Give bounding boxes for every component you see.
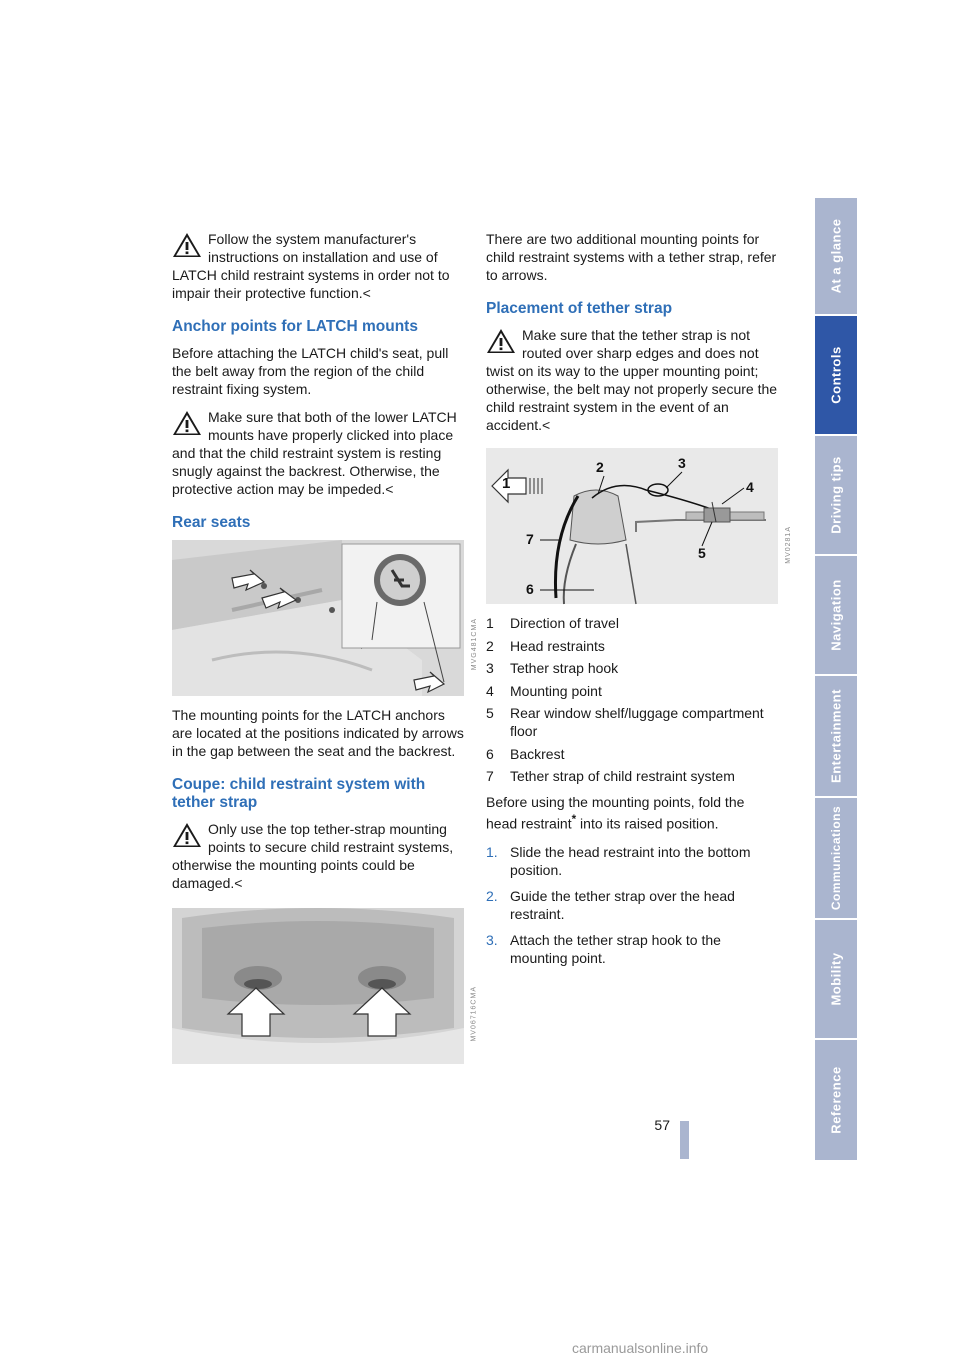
right-column: [486, 230, 792, 975]
step-text: Attach the tether strap hook to the mounting point.: [510, 931, 721, 966]
legend-item: [486, 682, 778, 700]
legend-item: [486, 614, 778, 632]
step-text: Slide the head restraint into the bottom position.: [510, 843, 751, 878]
tab-label: At a glance: [828, 218, 844, 294]
step-number: 3.: [486, 931, 498, 948]
tab-reference[interactable]: [815, 1040, 857, 1160]
warning-note: [172, 230, 464, 302]
step-item: [486, 843, 778, 879]
tab-label: Controls: [828, 346, 844, 404]
warning-triangle-icon: [486, 328, 516, 354]
section-heading: Coupe: child restraint system with tether strap: [172, 776, 426, 811]
text-span: into its raised position.: [576, 815, 719, 832]
legend-item: [486, 637, 778, 655]
tab-communications[interactable]: [815, 798, 857, 918]
warning-triangle-icon: [172, 232, 202, 258]
tab-driving-tips[interactable]: [815, 436, 857, 554]
warning-note: [172, 820, 464, 892]
tether-strap-diagram: [486, 448, 792, 604]
warning-text: Make sure that the tether strap is not routed over sharp edges and does not twist on its way to the upper mounting point; otherwise, the belt may not properly secure the child restraint system in the event of an accident.<: [486, 327, 778, 433]
coupe-rear-illustration: [172, 908, 464, 1064]
legend-number: 1: [486, 615, 494, 631]
warning-triangle-icon: [172, 410, 202, 436]
warning-text: Make sure that both of the lower LATCH mounts have properly clicked into place and that the child restraint system is resting snugly against the backrest. Otherwise, the protective action may be impeded.<: [172, 409, 457, 497]
tab-label: Communications: [829, 805, 843, 911]
diagram-label: 2: [596, 459, 604, 475]
paragraph: Before attaching the LATCH child's seat, pull the belt away from the region of the child restraint fixing system.: [172, 345, 449, 397]
legend-text: Mounting point: [510, 682, 602, 699]
section-heading: Anchor points for LATCH mounts: [172, 318, 418, 335]
diagram-label: 5: [698, 545, 706, 561]
legend-text: Head restraints: [510, 637, 605, 654]
tab-label: Mobility: [828, 952, 844, 1006]
tab-entertainment[interactable]: [815, 676, 857, 796]
step-list: [486, 843, 778, 967]
legend-item: [486, 704, 778, 740]
diagram-label: 3: [678, 455, 686, 471]
figure-code: MV0281A: [785, 526, 792, 564]
diagram-label: 1: [502, 475, 511, 492]
legend-number: 6: [486, 745, 494, 762]
section-heading: Placement of tether strap: [486, 300, 673, 317]
warning-triangle-icon: [172, 822, 202, 848]
legend-number: 4: [486, 682, 494, 699]
legend-text: Tether strap of child restraint system: [510, 768, 735, 784]
legend-text: Rear window shelf/luggage compartment floor: [510, 705, 764, 739]
warning-text: Follow the system manufacturer's instructions on installation and use of LATCH child restraint systems in order not to impair their protective function.<: [172, 231, 450, 301]
paragraph: The mounting points for the LATCH anchors are located at the positions indicated by arrows in the gap between the seat and the backrest.: [172, 707, 464, 759]
section-heading: Rear seats: [172, 514, 251, 531]
tab-label: Navigation: [828, 579, 844, 651]
tether-strap-illustration: [486, 448, 778, 604]
coupe-tether-photo: [172, 908, 478, 1064]
tab-label: Reference: [828, 1066, 844, 1134]
text-span: Before using the mounting points, fold the head restraint: [486, 794, 745, 832]
diagram-label: 4: [746, 479, 754, 495]
figure-code: MV06716CMA: [471, 986, 478, 1042]
step-item: [486, 931, 778, 967]
legend-item: [486, 659, 778, 677]
legend-item: [486, 767, 778, 785]
warning-note: [172, 408, 464, 498]
diagram-legend: [486, 614, 778, 785]
tab-navigation[interactable]: [815, 556, 857, 674]
watermark: carmanualsonline.info: [572, 1340, 709, 1356]
tab-mobility[interactable]: [815, 920, 857, 1038]
legend-text: Backrest: [510, 745, 565, 762]
legend-number: 3: [486, 660, 494, 676]
tab-label: Driving tips: [828, 456, 844, 534]
rear-seats-photo: [172, 540, 478, 696]
diagram-label: 6: [526, 581, 534, 597]
left-column: [172, 230, 478, 1074]
paragraph: There are two additional mounting points for child restraint systems with a tether strap, refer to arrows.: [486, 231, 777, 283]
warning-note: [486, 326, 778, 434]
tab-at-a-glance[interactable]: [815, 198, 857, 314]
diagram-label: 7: [526, 531, 534, 547]
legend-number: 2: [486, 637, 494, 654]
step-item: [486, 887, 778, 923]
tab-controls[interactable]: [815, 316, 857, 434]
step-text: Guide the tether strap over the head restraint.: [510, 887, 735, 922]
legend-number: 7: [486, 768, 494, 784]
warning-text: Only use the top tether-strap mounting points to secure child restraint systems, otherwise the mounting points could be damaged.<: [172, 821, 454, 891]
page-number-bar: [680, 1121, 689, 1159]
legend-number: 5: [486, 705, 494, 721]
step-number: 2.: [486, 887, 498, 904]
legend-text: Tether strap hook: [510, 660, 619, 676]
legend-item: [486, 745, 778, 763]
rear-seats-illustration: [172, 540, 464, 696]
step-number: 1.: [486, 843, 498, 860]
paragraph: [486, 793, 778, 833]
chapter-tabs: [815, 198, 857, 1160]
option-star-icon: *: [571, 813, 577, 826]
tab-label: Entertainment: [828, 689, 844, 783]
page-number: 57: [654, 1117, 670, 1133]
legend-text: Direction of travel: [510, 615, 619, 631]
figure-code: MVG481CMA: [471, 618, 478, 671]
